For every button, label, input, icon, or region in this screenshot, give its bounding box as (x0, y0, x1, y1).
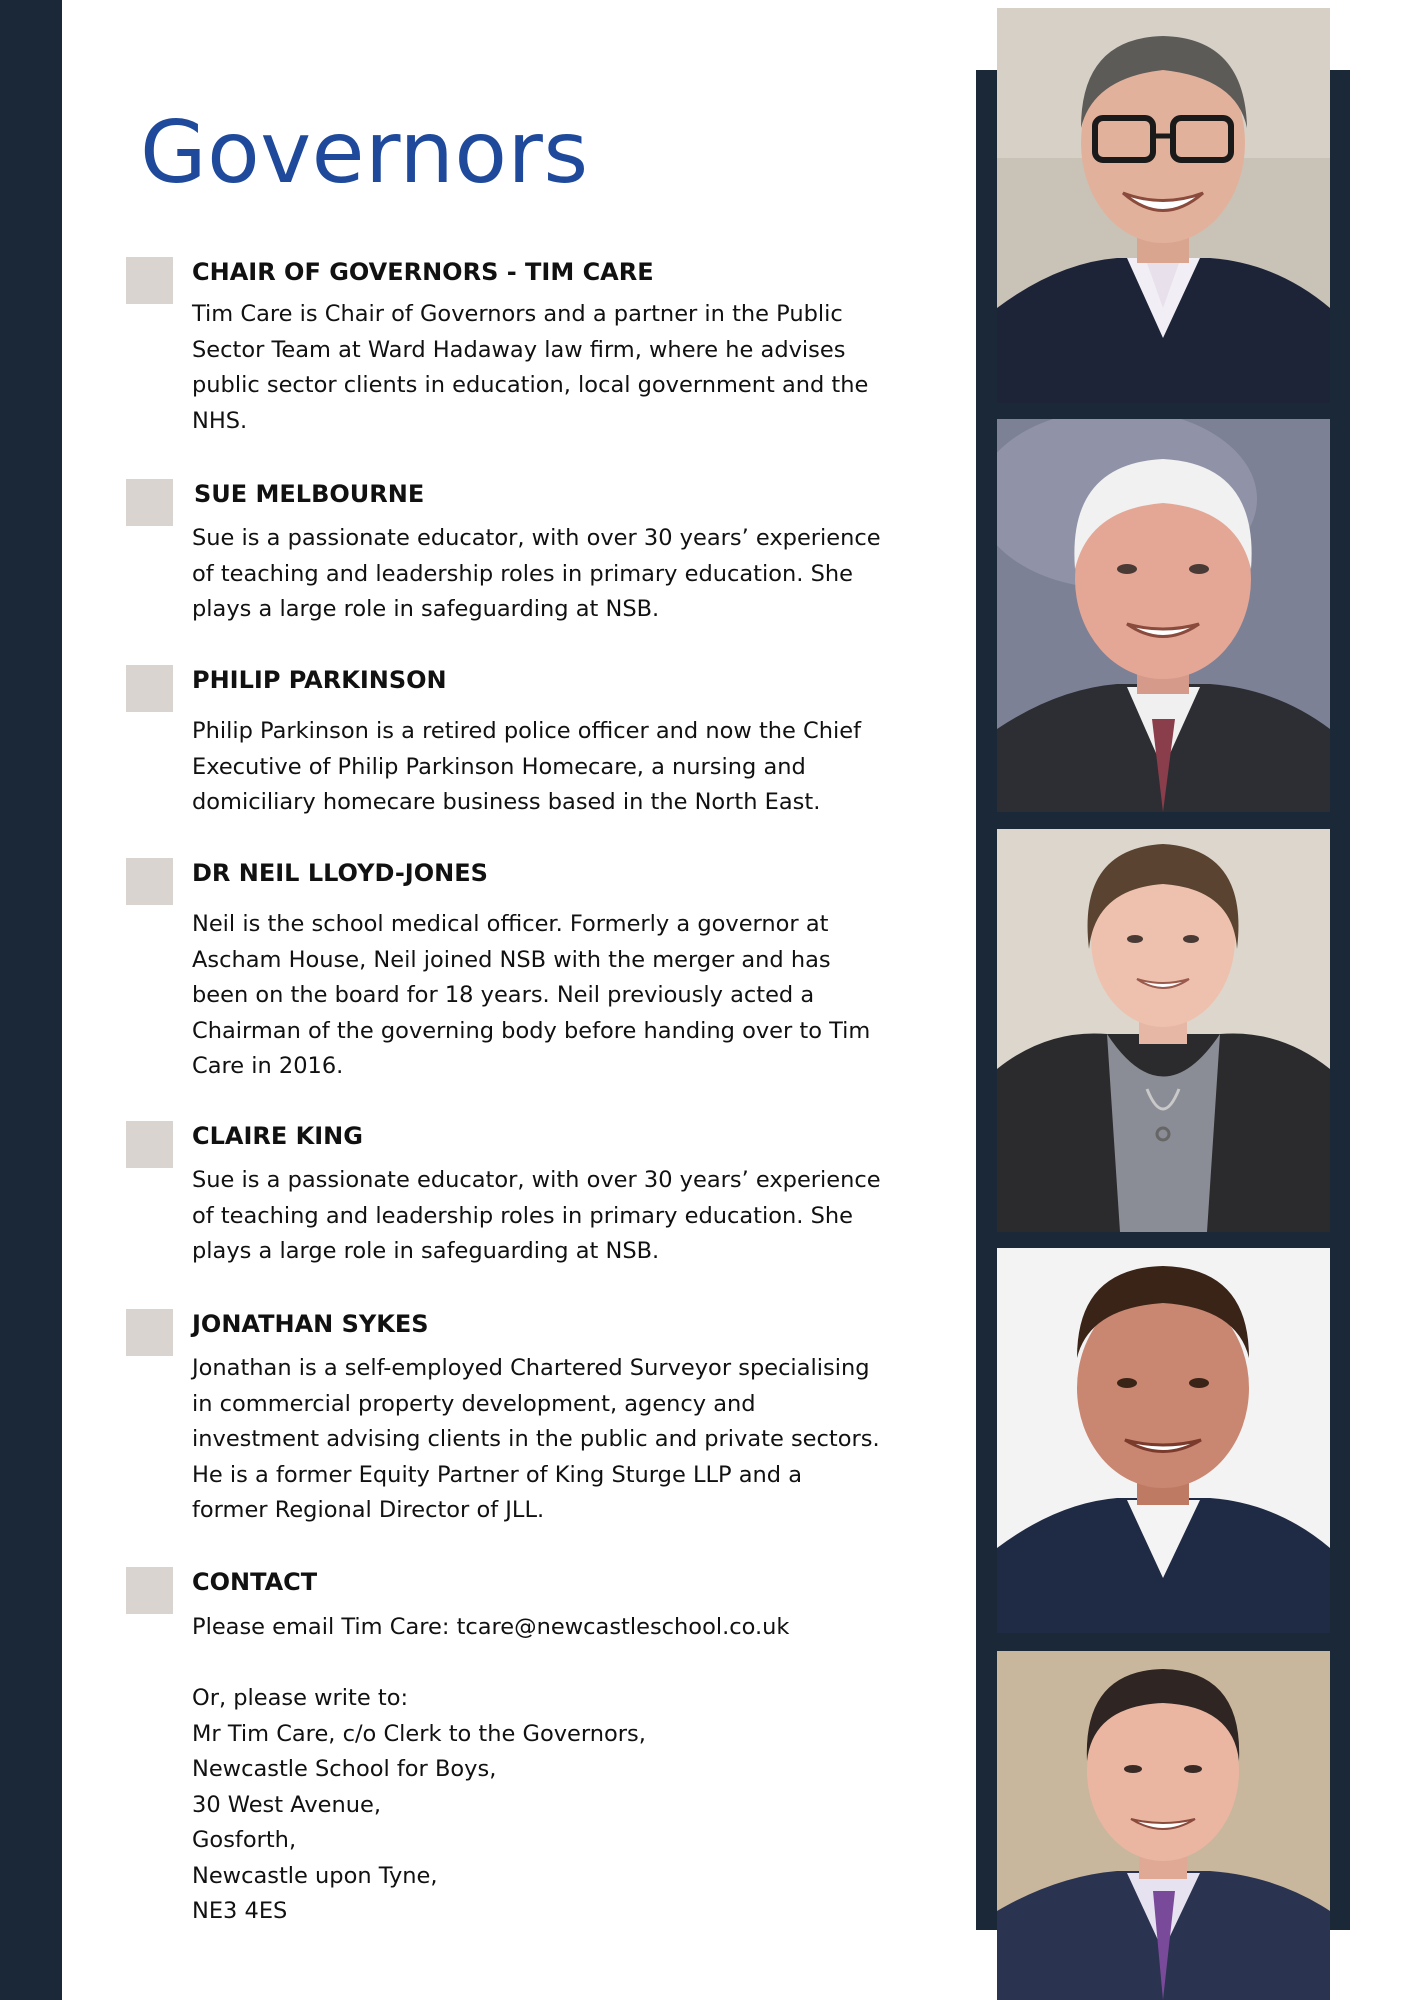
spacer (192, 1646, 932, 1682)
text-line: He is a former Equity Partner of King Sturge LLP and a (192, 1461, 803, 1488)
governor-description (192, 1163, 932, 1270)
text-line: NHS. (192, 407, 248, 434)
text-line: Sue is a passionate educator, with over 30 years’ experience (192, 525, 881, 551)
address-line: Newcastle School for Boys, (192, 1756, 497, 1782)
governor-heading: CHAIR OF GOVERNORS - TIM CARE (192, 258, 654, 286)
governor-photo-jonathan-sykes (997, 1651, 1330, 2000)
bullet-square (126, 858, 173, 905)
bullet-square (126, 257, 173, 304)
governor-photo-tim-care (997, 8, 1330, 403)
bullet-square (126, 1567, 173, 1614)
governor-description (192, 1351, 932, 1529)
page-title: Governors (140, 103, 589, 203)
governor-heading: SUE MELBOURNE (194, 480, 425, 508)
contact-write-intro: Or, please write to: (192, 1685, 409, 1711)
address-line: Newcastle upon Tyne, (192, 1862, 438, 1889)
contact-details (192, 1610, 932, 1930)
governor-description (192, 297, 932, 439)
governor-heading: CLAIRE KING (192, 1122, 363, 1150)
bullet-square (126, 665, 173, 712)
governor-heading: PHILIP PARKINSON (192, 666, 447, 694)
text-line: of teaching and leadership roles in primary education. She (192, 560, 853, 587)
text-line: Jonathan is a self-employed Chartered Surveyor specialising (192, 1355, 870, 1381)
governor-photo-philip-parkinson (997, 829, 1330, 1232)
text-line: investment advising clients in the public and private sectors. (192, 1426, 880, 1452)
governor-photo-sue-melbourne (997, 419, 1330, 812)
text-line: been on the board for 18 years. Neil previously acted a (192, 982, 815, 1008)
text-line: Philip Parkinson is a retired police officer and now the Chief (192, 718, 862, 744)
text-line: plays a large role in safeguarding at NSB. (192, 596, 660, 622)
text-line: Sector Team at Ward Hadaway law firm, where he advises (192, 336, 846, 363)
contact-email-line: Please email Tim Care: tcare@newcastleschool.co.uk (192, 1614, 790, 1640)
text-line: of teaching and leadership roles in primary education. She (192, 1202, 853, 1229)
text-line: Chairman of the governing body before handing over to Tim (192, 1017, 871, 1044)
governor-description (192, 907, 932, 1085)
governor-description (192, 521, 932, 628)
bullet-square (126, 479, 173, 526)
text-line: former Regional Director of JLL. (192, 1497, 545, 1523)
text-line: in commercial property development, agency and (192, 1390, 756, 1417)
governor-heading: JONATHAN SYKES (192, 1310, 429, 1338)
left-sidebar-bar (0, 0, 62, 2000)
text-line: plays a large role in safeguarding at NSB. (192, 1238, 660, 1264)
text-line: public sector clients in education, local government and the (192, 372, 869, 398)
governor-heading: DR NEIL LLOYD-JONES (192, 859, 488, 887)
governor-photo-neil-lloyd-jones (997, 1248, 1330, 1633)
text-line: Sue is a passionate educator, with over 30 years’ experience (192, 1167, 881, 1193)
text-line: domiciliary homecare business based in the North East. (192, 789, 821, 815)
address-line: NE3 4ES (192, 1898, 288, 1924)
governor-description (192, 714, 932, 821)
contact-heading: CONTACT (192, 1568, 318, 1596)
bullet-square (126, 1121, 173, 1168)
text-line: Tim Care is Chair of Governors and a partner in the Public (192, 301, 843, 327)
text-line: Care in 2016. (192, 1053, 344, 1079)
address-line: Mr Tim Care, c/o Clerk to the Governors, (192, 1720, 646, 1747)
text-line: Neil is the school medical officer. Formerly a governor at (192, 911, 829, 937)
address-line: Gosforth, (192, 1827, 297, 1853)
text-line: Ascham House, Neil joined NSB with the merger and has (192, 946, 831, 973)
address-line: 30 West Avenue, (192, 1791, 381, 1818)
text-line: Executive of Philip Parkinson Homecare, a nursing and (192, 753, 806, 780)
bullet-square (126, 1309, 173, 1356)
